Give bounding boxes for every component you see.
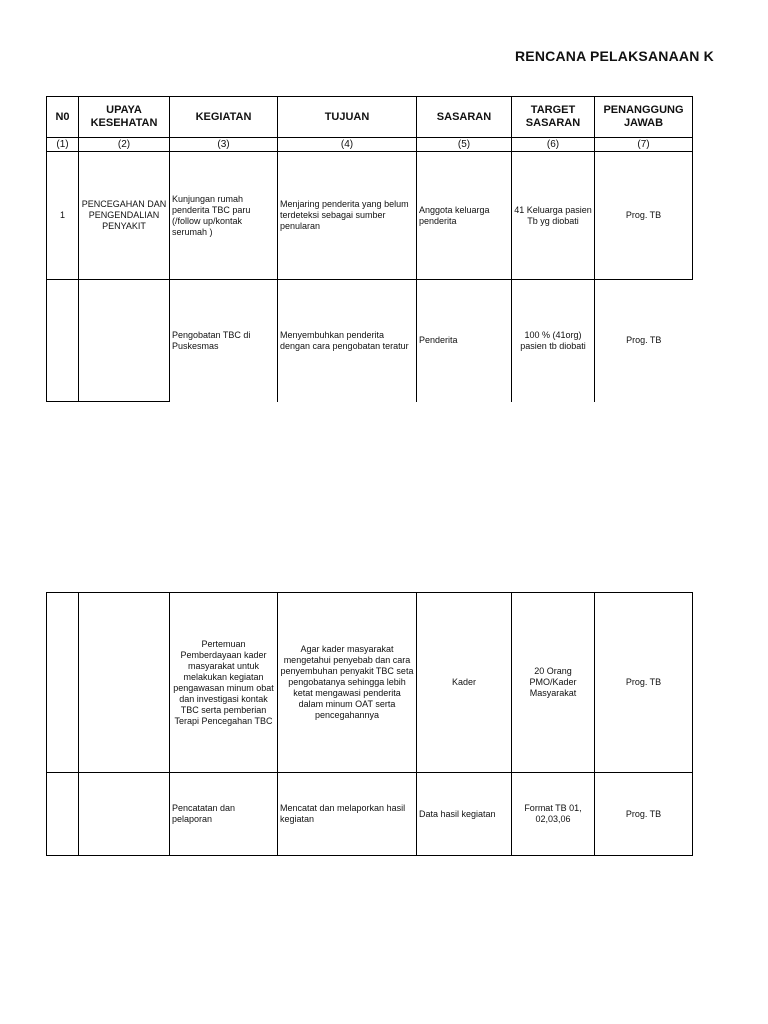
- row-sasaran: Kader: [417, 593, 512, 773]
- column-number: (1): [47, 138, 79, 152]
- header-no: N0: [47, 97, 79, 138]
- plan-table-page-1: [46, 96, 693, 402]
- row-no: [47, 280, 79, 402]
- header-penanggung-jawab: PENANGGUNG JAWAB: [595, 97, 693, 138]
- header-sasaran: SASARAN: [417, 97, 512, 138]
- table-row: [47, 593, 693, 773]
- row-upaya-kesehatan: [79, 280, 170, 402]
- row-tujuan: Menyembuhkan penderita dengan cara pengobatan teratur: [278, 280, 417, 402]
- row-upaya-kesehatan: [79, 593, 170, 773]
- row-tujuan: Agar kader masyarakat mengetahui penyebab dan cara penyembuhan penyakit TBC seta pengobatanya sehingga lebih ketat mengawasi penderita dalam minum OAT serta pencegahannya: [278, 593, 417, 773]
- row-tujuan: Mencatat dan melaporkan hasil kegiatan: [278, 773, 417, 856]
- row-target-sasaran: 100 % (41org) pasien tb diobati: [512, 280, 595, 402]
- table-row: [47, 773, 693, 856]
- table-row: [47, 152, 693, 280]
- header-row: [47, 97, 693, 138]
- row-target-sasaran: 20 Orang PMO/Kader Masyarakat: [512, 593, 595, 773]
- row-no: 1: [47, 152, 79, 280]
- row-sasaran: Anggota keluarga penderita: [417, 152, 512, 280]
- row-kegiatan: Kunjungan rumah penderita TBC paru (/follow up/kontak serumah ): [170, 152, 278, 280]
- column-number: (7): [595, 138, 693, 152]
- row-penanggung-jawab: Prog. TB: [595, 773, 693, 856]
- column-number-row: [47, 138, 693, 152]
- row-penanggung-jawab: Prog. TB: [595, 593, 693, 773]
- row-penanggung-jawab: Prog. TB: [595, 152, 693, 280]
- header-kegiatan: KEGIATAN: [170, 97, 278, 138]
- header-target-sasaran: TARGET SASARAN: [512, 97, 595, 138]
- document-title: RENCANA PELAKSANAAN K: [515, 48, 714, 64]
- header-upaya-kesehatan: UPAYA KESEHATAN: [79, 97, 170, 138]
- row-upaya-kesehatan: [79, 773, 170, 856]
- column-number: (5): [417, 138, 512, 152]
- column-number: (4): [278, 138, 417, 152]
- row-upaya-kesehatan: PENCEGAHAN DAN PENGENDALIAN PENYAKIT: [79, 152, 170, 280]
- row-kegiatan: Pertemuan Pemberdayaan kader masyarakat untuk melakukan kegiatan pengawasan minum obat dan investigasi kontak TBC serta pemberian Terapi Pencegahan TBC: [170, 593, 278, 773]
- column-number: (2): [79, 138, 170, 152]
- table-row: [47, 280, 693, 402]
- row-kegiatan: Pencatatan dan pelaporan: [170, 773, 278, 856]
- row-sasaran: Data hasil kegiatan: [417, 773, 512, 856]
- plan-table-page-2: [46, 592, 693, 856]
- row-no: [47, 593, 79, 773]
- column-number: (3): [170, 138, 278, 152]
- row-no: [47, 773, 79, 856]
- row-penanggung-jawab: Prog. TB: [595, 280, 693, 402]
- row-tujuan: Menjaring penderita yang belum terdeteksi sebagai sumber penularan: [278, 152, 417, 280]
- row-target-sasaran: Format TB 01, 02,03,06: [512, 773, 595, 856]
- column-number: (6): [512, 138, 595, 152]
- header-tujuan: TUJUAN: [278, 97, 417, 138]
- row-target-sasaran: 41 Keluarga pasien Tb yg diobati: [512, 152, 595, 280]
- row-kegiatan: Pengobatan TBC di Puskesmas: [170, 280, 278, 402]
- row-sasaran: Penderita: [417, 280, 512, 402]
